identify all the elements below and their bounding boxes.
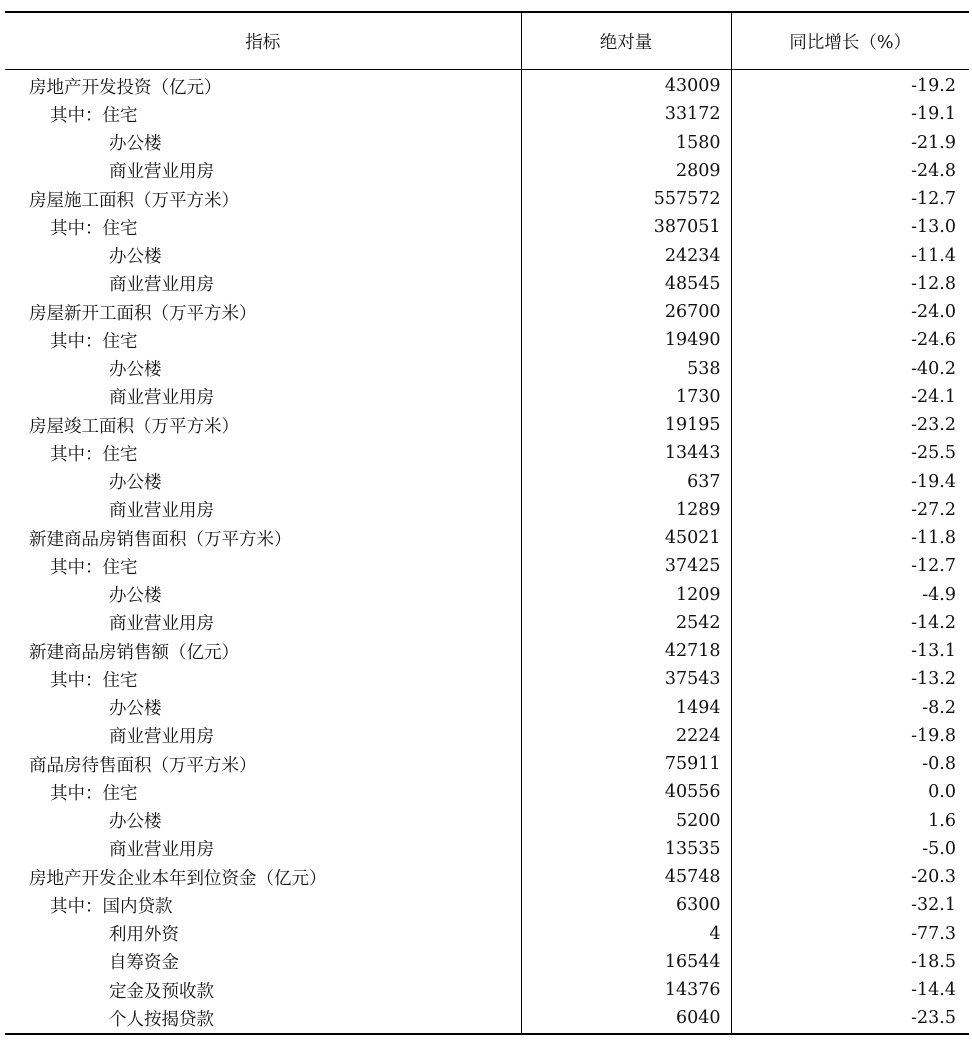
indicator-label: 办公楼 <box>109 473 162 494</box>
row-indicator <box>5 468 521 496</box>
row-yoy-growth: -19.8 <box>911 725 956 746</box>
row-absolute-value: 1289 <box>521 496 731 524</box>
row-yoy-growth: -24.8 <box>911 160 956 181</box>
indicator-label: 房屋竣工面积（万平方米） <box>29 416 239 437</box>
indicator-label: 个人按揭贷款 <box>109 1009 214 1030</box>
row-indicator <box>5 496 521 524</box>
row-indicator <box>5 609 521 637</box>
row-absolute-value: 1209 <box>521 581 731 609</box>
indicator-label: 商业营业用房 <box>109 388 214 409</box>
row-absolute-value: 14376 <box>521 976 731 1004</box>
table-row <box>5 213 969 241</box>
table-row <box>5 863 969 891</box>
row-absolute-value: 75911 <box>521 750 731 778</box>
row-absolute-value: 16544 <box>521 948 731 976</box>
row-absolute-value: 13443 <box>521 439 731 467</box>
table-row <box>5 439 969 467</box>
row-indicator <box>5 298 521 326</box>
row-absolute-value: 2809 <box>521 157 731 185</box>
indicator-label: 其中：住宅 <box>50 557 138 578</box>
row-indicator <box>5 242 521 270</box>
indicator-label: 房地产开发投资（亿元） <box>29 77 222 98</box>
table-row <box>5 581 969 609</box>
indicator-label: 房屋施工面积（万平方米） <box>29 190 239 211</box>
indicator-label: 商业营业用房 <box>109 275 214 296</box>
table-body <box>5 70 969 1034</box>
row-indicator <box>5 213 521 241</box>
table-row <box>5 270 969 298</box>
row-yoy-growth: -23.2 <box>911 415 956 436</box>
table-row <box>5 157 969 185</box>
row-indicator <box>5 129 521 157</box>
row-indicator <box>5 863 521 891</box>
table-row <box>5 891 969 919</box>
table-row <box>5 129 969 157</box>
row-indicator <box>5 581 521 609</box>
table-row <box>5 835 969 863</box>
row-indicator <box>5 270 521 298</box>
row-yoy-growth: -19.4 <box>911 471 956 492</box>
header-indicator: 指标 <box>5 12 521 70</box>
table-row <box>5 920 969 948</box>
row-indicator <box>5 70 521 101</box>
row-yoy-growth: -12.8 <box>911 273 956 294</box>
indicator-label: 办公楼 <box>109 134 162 155</box>
row-absolute-value: 1580 <box>521 129 731 157</box>
row-absolute-value: 1730 <box>521 383 731 411</box>
row-absolute-value: 5200 <box>521 807 731 835</box>
row-absolute-value: 387051 <box>521 213 731 241</box>
row-indicator <box>5 185 521 213</box>
table-row <box>5 722 969 750</box>
row-yoy-growth: 0.0 <box>928 782 956 803</box>
indicator-label: 办公楼 <box>109 586 162 607</box>
table-row <box>5 100 969 128</box>
indicator-label: 办公楼 <box>109 360 162 381</box>
indicator-label: 其中：住宅 <box>50 444 138 465</box>
table-row <box>5 552 969 580</box>
row-yoy-growth: -12.7 <box>911 189 956 210</box>
indicator-label: 其中：住宅 <box>50 670 138 691</box>
row-absolute-value: 2542 <box>521 609 731 637</box>
row-yoy-growth: -13.0 <box>911 217 956 238</box>
indicator-label: 商品房待售面积（万平方米） <box>29 755 257 776</box>
indicator-label: 商业营业用房 <box>109 162 214 183</box>
row-yoy-growth: -0.8 <box>922 754 956 775</box>
table-row <box>5 1004 969 1033</box>
row-absolute-value: 637 <box>521 468 731 496</box>
row-indicator <box>5 637 521 665</box>
row-yoy-growth: -23.5 <box>731 1004 969 1033</box>
row-absolute-value: 19195 <box>521 411 731 439</box>
row-indicator <box>5 552 521 580</box>
indicator-label: 商业营业用房 <box>109 501 214 522</box>
row-absolute-value: 24234 <box>521 242 731 270</box>
row-yoy-growth: -40.2 <box>911 358 956 379</box>
indicator-label: 办公楼 <box>109 247 162 268</box>
indicator-label: 其中：住宅 <box>50 218 138 239</box>
table-row <box>5 609 969 637</box>
row-indicator <box>5 665 521 693</box>
row-indicator <box>5 694 521 722</box>
row-yoy-growth: -25.5 <box>911 443 956 464</box>
row-yoy-growth: -12.7 <box>911 556 956 577</box>
row-absolute-value: 40556 <box>521 778 731 806</box>
row-absolute-value: 2224 <box>521 722 731 750</box>
row-yoy-growth: 1.6 <box>928 810 956 831</box>
row-yoy-growth: -11.4 <box>911 245 956 266</box>
row-absolute-value: 37425 <box>521 552 731 580</box>
row-yoy-growth: -8.2 <box>922 697 956 718</box>
row-indicator <box>5 439 521 467</box>
row-absolute-value: 1494 <box>521 694 731 722</box>
row-absolute-value: 538 <box>521 355 731 383</box>
row-yoy-growth: -19.2 <box>911 76 956 97</box>
row-absolute-value: 13535 <box>521 835 731 863</box>
row-yoy-growth: -13.1 <box>911 641 956 662</box>
table-row <box>5 468 969 496</box>
table-row <box>5 948 969 976</box>
table-row <box>5 637 969 665</box>
row-indicator <box>5 355 521 383</box>
indicator-label: 房屋新开工面积（万平方米） <box>29 303 257 324</box>
indicator-label: 新建商品房销售面积（万平方米） <box>29 529 292 550</box>
row-yoy-growth: -11.8 <box>911 528 956 549</box>
row-yoy-growth: -5.0 <box>922 838 956 859</box>
header-absolute: 绝对量 <box>521 12 731 70</box>
table-row <box>5 496 969 524</box>
table-row <box>5 694 969 722</box>
header-row <box>5 12 969 70</box>
row-indicator <box>5 1004 521 1033</box>
table-row <box>5 185 969 213</box>
row-indicator <box>5 411 521 439</box>
row-indicator <box>5 948 521 976</box>
row-yoy-growth: -20.3 <box>911 867 956 888</box>
row-indicator <box>5 750 521 778</box>
row-yoy-growth: -14.2 <box>911 612 956 633</box>
row-yoy-growth: -24.1 <box>911 386 956 407</box>
table-row <box>5 355 969 383</box>
row-absolute-value: 4 <box>521 920 731 948</box>
row-absolute-value: 6040 <box>521 1004 731 1033</box>
row-absolute-value: 45021 <box>521 524 731 552</box>
indicator-label: 商业营业用房 <box>109 840 214 861</box>
row-indicator <box>5 807 521 835</box>
table-row <box>5 524 969 552</box>
table-row <box>5 242 969 270</box>
table-row <box>5 411 969 439</box>
row-yoy-growth: -32.1 <box>911 895 956 916</box>
row-indicator <box>5 835 521 863</box>
row-indicator <box>5 326 521 354</box>
table-row <box>5 383 969 411</box>
indicator-label: 其中：住宅 <box>50 783 138 804</box>
indicator-label: 其中：住宅 <box>50 105 138 126</box>
indicator-label: 商业营业用房 <box>109 614 214 635</box>
row-indicator <box>5 100 521 128</box>
indicator-label: 房地产开发企业本年到位资金（亿元） <box>29 868 327 889</box>
row-indicator <box>5 976 521 1004</box>
table-row <box>5 778 969 806</box>
table-row <box>5 326 969 354</box>
row-absolute-value: 19490 <box>521 326 731 354</box>
row-absolute-value: 48545 <box>521 270 731 298</box>
row-indicator <box>5 778 521 806</box>
row-indicator <box>5 920 521 948</box>
indicator-label: 其中：住宅 <box>50 331 138 352</box>
indicator-label: 定金及预收款 <box>109 981 214 1002</box>
row-yoy-growth: -27.2 <box>911 499 956 520</box>
indicator-label: 办公楼 <box>109 812 162 833</box>
indicator-label: 自筹资金 <box>109 953 179 974</box>
table-row <box>5 70 969 101</box>
row-absolute-value: 45748 <box>521 863 731 891</box>
row-yoy-growth: -18.5 <box>911 951 956 972</box>
real-estate-stats-table <box>5 11 969 1035</box>
row-indicator <box>5 722 521 750</box>
row-absolute-value: 42718 <box>521 637 731 665</box>
row-yoy-growth: -77.3 <box>911 923 956 944</box>
row-absolute-value: 43009 <box>521 70 731 101</box>
row-yoy-growth: -14.4 <box>911 980 956 1001</box>
row-indicator <box>5 383 521 411</box>
indicator-label: 利用外资 <box>109 925 179 946</box>
row-yoy-growth: -24.0 <box>911 302 956 323</box>
row-absolute-value: 6300 <box>521 891 731 919</box>
row-yoy-growth: -24.6 <box>911 330 956 351</box>
row-yoy-growth: -21.9 <box>911 132 956 153</box>
table-row <box>5 976 969 1004</box>
header-yoy: 同比增长（%） <box>731 12 969 70</box>
table-row <box>5 665 969 693</box>
row-yoy-growth: -19.1 <box>911 104 956 125</box>
table-row <box>5 750 969 778</box>
row-absolute-value: 37543 <box>521 665 731 693</box>
indicator-label: 商业营业用房 <box>109 727 214 748</box>
row-absolute-value: 26700 <box>521 298 731 326</box>
row-indicator <box>5 891 521 919</box>
row-indicator <box>5 524 521 552</box>
indicator-label: 其中：国内贷款 <box>50 896 173 917</box>
table-row <box>5 298 969 326</box>
row-yoy-growth: -13.2 <box>911 669 956 690</box>
row-absolute-value: 557572 <box>521 185 731 213</box>
row-absolute-value: 33172 <box>521 100 731 128</box>
indicator-label: 办公楼 <box>109 699 162 720</box>
table-header <box>5 12 969 70</box>
indicator-label: 新建商品房销售额（亿元） <box>29 642 239 663</box>
table-row <box>5 807 969 835</box>
row-yoy-growth: -4.9 <box>922 584 956 605</box>
row-indicator <box>5 157 521 185</box>
